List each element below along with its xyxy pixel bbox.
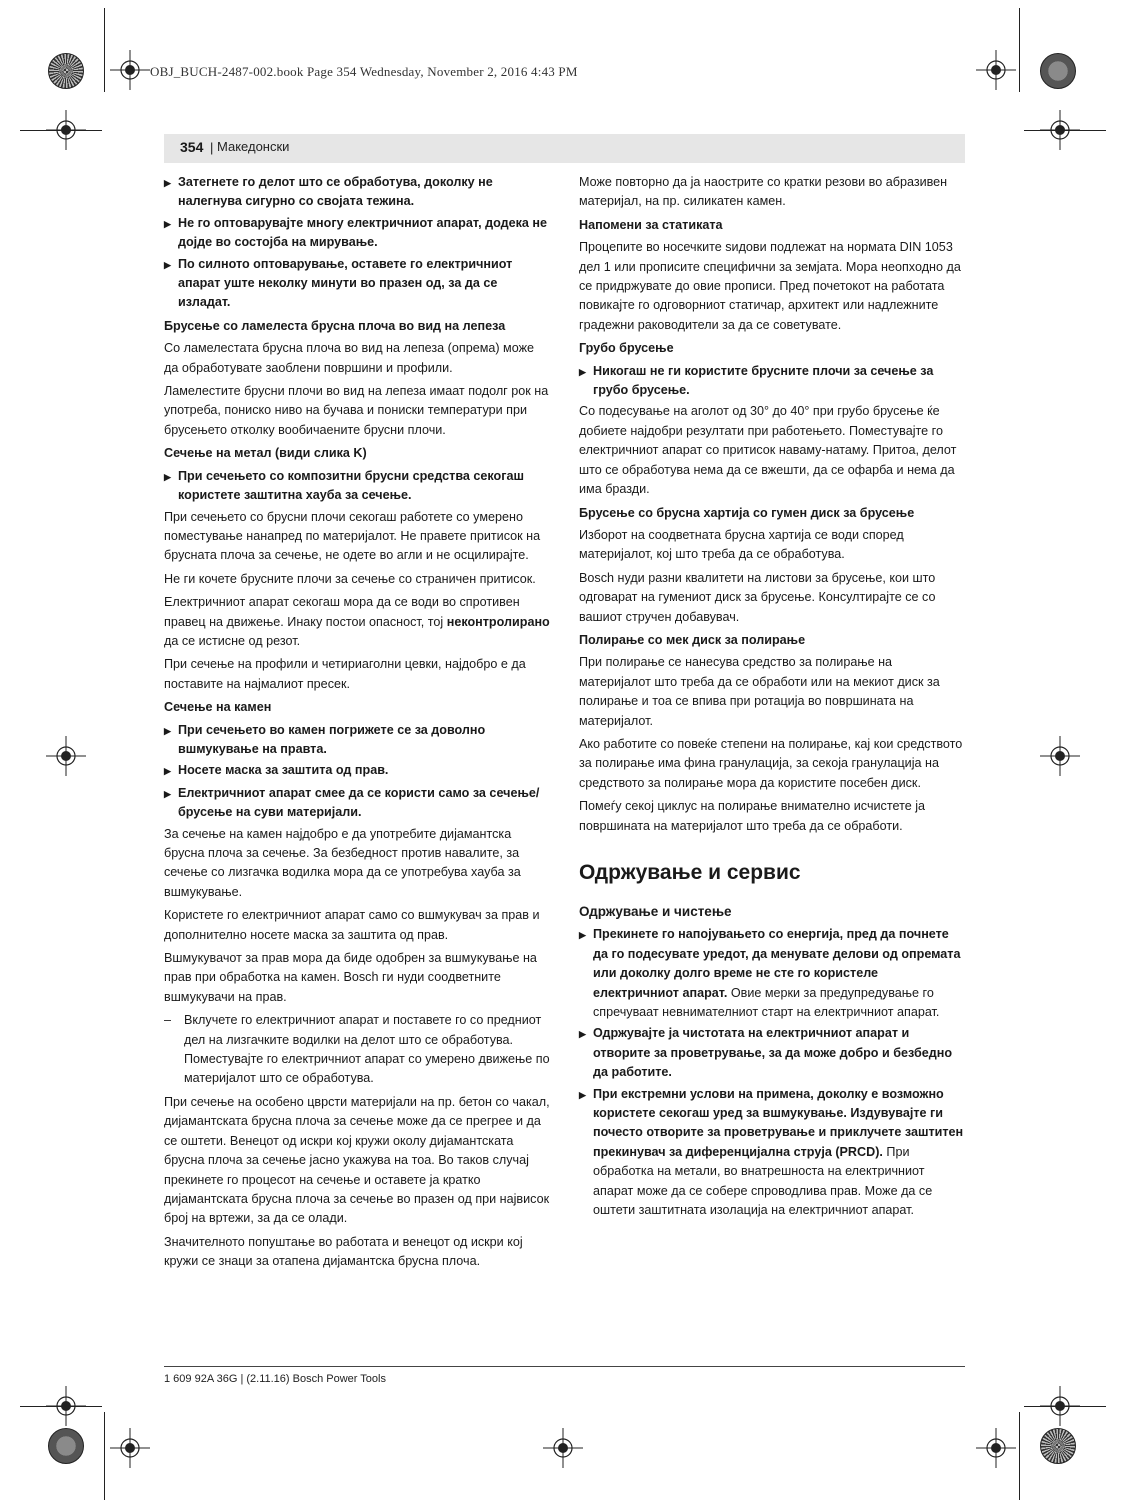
crosshair-icon bbox=[1040, 110, 1080, 150]
step-text: Вклучете го електричниот апарат и поставете го со предниот дел на лизгачките водилки на делот што се обработува. Поместувајте го електричниот апарат со умерено движење по материјалот што се обработува. bbox=[184, 1013, 550, 1086]
paragraph: За сечење на камен најдобро е да употребите дијамантска брусна плоча за сечење. За безбедност против навалите, за сечење со лизгачка водилка мора да се употребува хауба за вшмукување. bbox=[164, 826, 521, 899]
left-column bbox=[164, 173, 550, 1276]
bullet-triangle-icon: ▶ bbox=[164, 725, 171, 736]
warning-normal-text: При обработка на метали, во внатрешноста на електричниот апарат може да се собере спроводлива прав. Може да се оштети заштитната изолација на електричниот апарат. bbox=[593, 1144, 933, 1218]
registration-dial-icon bbox=[1040, 1428, 1076, 1464]
paragraph: При сечење на особено цврсти материјали на пр. бетон со чакал, дијамантската брусна плоча за сечење може да се прегрее и да се оштети. Венецот од искри кој кружи околу дијамантската брусна плоча за сечење јасно укажува на тоа. Во таков случај прекинете го процесот на сечење и оставете ја кратко дијамантската брусна плоча за сечење во празен од при највисок број на вртежи, за да се олади. bbox=[164, 1094, 550, 1226]
paragraph: Не ги кочете брусните плочи за сечење со страничен притисок. bbox=[164, 571, 536, 586]
warning-text: Електричниот апарат смее да се користи само за сечење/брусење на суви материјали. bbox=[178, 785, 540, 820]
warning-item bbox=[164, 467, 550, 506]
section-heading: Одржување и чистење bbox=[579, 904, 732, 919]
page-language: Македонски bbox=[217, 139, 290, 154]
section-heading: Брусење со ламелеста брусна плоча во вид на лепеза bbox=[164, 318, 506, 333]
bullet-triangle-icon: ▶ bbox=[164, 218, 171, 229]
page-footer: 1 609 92A 36G | (2.11.16) Bosch Power Tools bbox=[164, 1373, 386, 1385]
bullet-triangle-icon: ▶ bbox=[164, 259, 171, 270]
paragraph: Ако работите со повеќе степени на полирање, кај кои средството за полирање има фина гранулација, за секоја гранулација на средството за полирање мора да користите посебен диск. bbox=[579, 736, 963, 790]
crosshair-icon bbox=[1040, 736, 1080, 776]
warning-text: При сечењето со композитни брусни средства секогаш користете заштитна хауба за сечење. bbox=[178, 468, 524, 503]
footer-rule bbox=[164, 1366, 965, 1367]
paragraph: При полирање се нанесува средство за полирање на материјалот што треба да се обработи или на мекиот диск за полирање и тоа се впива при ротација во површината на материјалот. bbox=[579, 655, 940, 728]
warning-text: Никогаш не ги користите брусните плочи за сечење за грубо брусење. bbox=[593, 363, 934, 398]
warning-item bbox=[579, 925, 967, 1022]
warning-item bbox=[579, 1085, 967, 1221]
warning-item bbox=[164, 784, 550, 823]
section-heading: Грубо брусење bbox=[579, 341, 674, 356]
warning-text: Затегнете го делот што се обработува, доколку не налегнува сигурно со својата тежина. bbox=[178, 175, 493, 209]
paragraph-text: Електричниот апарат секогаш мора да се води во спротивен правец на движење. Инаку постои опасност, тој bbox=[164, 595, 520, 629]
paragraph bbox=[164, 593, 550, 651]
crosshair-icon bbox=[46, 110, 86, 150]
bullet-triangle-icon: ▶ bbox=[164, 178, 171, 188]
section-heading: Брусење со брусна хартија со гумен диск за брусење bbox=[579, 505, 915, 520]
bullet-triangle-icon: ▶ bbox=[579, 1089, 586, 1100]
crop-line bbox=[1019, 8, 1020, 92]
paragraph: Помеѓу секој циклус на полирање внимателно исчистете ја површината на материјалот што треба да се обработи. bbox=[579, 799, 926, 833]
crop-line bbox=[1019, 1412, 1020, 1500]
crosshair-icon bbox=[46, 1386, 86, 1426]
paragraph: Користете го електричниот апарат само со вшмукувач за прав и дополнително носете маска за заштита од прав. bbox=[164, 908, 540, 942]
book-header: OBJ_BUCH-2487-002.book Page 354 Wednesday, November 2, 2016 4:43 PM bbox=[150, 64, 578, 79]
section-heading: Полирање со мек диск за полирање bbox=[579, 632, 806, 647]
paragraph: Ламелестите брусни плочи во вид на лепеза имаат подолг рок на употреба, пониско ниво на бучава и пониски температури при брусењето отколку вообичаените брусни плочи. bbox=[164, 384, 549, 437]
dash-marker: – bbox=[164, 1013, 172, 1028]
warning-text: При сечењето во камен погрижете се за доволно вшмукување на правта. bbox=[178, 722, 486, 756]
paragraph: Процепите во носечките ѕидови подлежат на нормата DIN 1053 дел 1 или прописите специфични за земјата. Мора неопходно да се придржувате до овие прописи. Пред почетокот на работата повикајте го одговорниот статичар, архитект или надлежните градежни раководители за да се советувате. bbox=[579, 240, 961, 332]
warning-item bbox=[579, 1024, 967, 1082]
crosshair-icon bbox=[1040, 1386, 1080, 1426]
warning-item bbox=[579, 362, 967, 401]
warning-text bbox=[593, 1085, 967, 1221]
right-column bbox=[579, 173, 967, 1223]
paragraph: При сечење на профили и четириаголни цевки, најдобро е да поставите на најмалиот пресек. bbox=[164, 657, 526, 691]
page-separator: | bbox=[210, 140, 214, 155]
warning-text: Не го оптоварувајте многу електричниот апарат, додека не дојде во состојба на мирување. bbox=[178, 215, 548, 250]
warning-item bbox=[164, 721, 550, 760]
bullet-triangle-icon: ▶ bbox=[579, 1029, 586, 1040]
crosshair-icon bbox=[976, 50, 1016, 90]
page-number: 354 bbox=[180, 139, 204, 155]
warning-text bbox=[593, 925, 967, 1022]
paragraph: Вшмукувачот за прав мора да биде одобрен за вшмукување на прав при обработка на камен. Bosch ги нуди соодветните вшмукувачи на прав. bbox=[164, 951, 537, 1004]
bullet-triangle-icon: ▶ bbox=[164, 788, 171, 799]
bullet-triangle-icon: ▶ bbox=[579, 366, 586, 377]
section-heading: Сечење на метал (види слика K) bbox=[164, 446, 367, 461]
crop-line bbox=[104, 1412, 105, 1500]
step-item bbox=[164, 1011, 550, 1089]
crosshair-icon bbox=[976, 1428, 1016, 1468]
bullet-triangle-icon: ▶ bbox=[164, 471, 171, 482]
crosshair-icon bbox=[110, 50, 150, 90]
warning-text: Одржувајте ја чистотата на електричниот апарат и отворите за проветрување, за да може добро и безбедно да работите. bbox=[593, 1026, 953, 1080]
emphasis-text: неконтролирано bbox=[446, 614, 550, 629]
warning-bold-text: При екстремни услови на примена, доколку е возможно користете секогаш уред за вшмукување. Издувувајте ги почесто отворите за проветрување и приклучете заштитен прекинувач за диференцијална струја (PRCD). bbox=[593, 1086, 964, 1159]
registration-dial-icon bbox=[48, 1428, 84, 1464]
registration-dial-icon bbox=[48, 53, 84, 89]
paragraph: При сечењето со брусни плочи секогаш работете со умерено поместување нанапред по материјалот. Не правете притисок на брусната плоча за сечење, не одете во агли и не осцилирајте. bbox=[164, 509, 541, 563]
warning-normal-text: Овие мерки за предупредување го спречуваат невнимателниот старт на електричниот апарат. bbox=[593, 985, 940, 1020]
warning-item bbox=[164, 214, 550, 253]
crosshair-icon bbox=[46, 736, 86, 776]
bullet-triangle-icon: ▶ bbox=[164, 766, 171, 777]
registration-dial-icon bbox=[1040, 53, 1076, 89]
bullet-triangle-icon: ▶ bbox=[579, 930, 586, 941]
chapter-title: Одржување и сервис bbox=[579, 861, 801, 884]
warning-bold-text: Прекинете го напојувањето со енергија, пред да почнете да го подесувате уредот, да менувате делови од опремата или доколку долго време не сте го користеле електричниот апарат. bbox=[593, 927, 961, 1000]
warning-text: Носете маска за заштита од прав. bbox=[178, 763, 389, 778]
warning-item bbox=[164, 761, 550, 781]
crosshair-icon bbox=[543, 1428, 583, 1468]
section-heading: Сечење на камен bbox=[164, 700, 272, 715]
warning-text: По силното оптоварување, оставете го електричниот апарат уште неколку минути во празен од, за да се изладат. bbox=[178, 256, 513, 310]
paragraph: Со подесување на аголот од 30° до 40° при грубо брусење ќе добиете најдобри резултати при работењето. Поместувајте го електричниот апарат со притисок наваму-натаму. Притоа, делот што се обработува нема да се вжешти, да се офарба и нема да има бразди. bbox=[579, 404, 957, 497]
paragraph: Значителното попуштање во работата и венецот од искри кој кружи се знаци за отапена дијамантска брусна плоча. bbox=[164, 1234, 523, 1269]
paragraph-text: да се истисне од резот. bbox=[164, 633, 301, 648]
crosshair-icon bbox=[110, 1428, 150, 1468]
section-heading: Напомени за статиката bbox=[579, 217, 723, 232]
paragraph: Со ламелестата брусна плоча во вид на лепеза (опрема) може да обработувате заоблени површини и профили. bbox=[164, 341, 535, 375]
warning-item bbox=[164, 255, 550, 313]
warning-item bbox=[164, 173, 550, 212]
paragraph: Bosch нуди разни квалитети на листови за брусење, кои што одговарат на гумениот диск за брусење. Консултирајте се со вашиот стручен добавувач. bbox=[579, 570, 936, 624]
paragraph: Може повторно да ја наострите со кратки резови во абразивен материјал, на пр. силикатен камен. bbox=[579, 175, 948, 209]
crop-line bbox=[104, 8, 105, 92]
paragraph: Изборот на соодветната брусна хартија се води според материјалот, кој што треба да се обработува. bbox=[579, 527, 904, 562]
